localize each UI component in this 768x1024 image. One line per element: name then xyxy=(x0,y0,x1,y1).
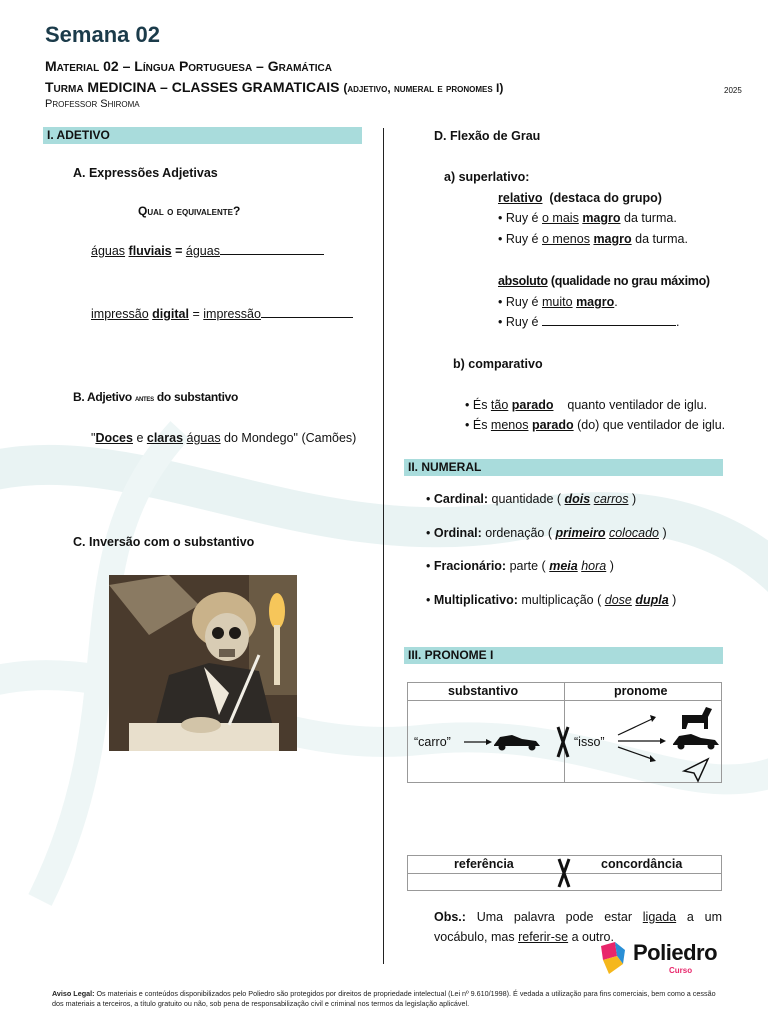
abs1-pre: Ruy é xyxy=(505,295,542,309)
obs-text2: a um vocábulo, mas xyxy=(434,910,722,944)
relativo-heading xyxy=(498,191,662,205)
turma-title xyxy=(45,79,503,95)
example-digital xyxy=(91,307,353,321)
multiplicativo-label: Multiplicativo: xyxy=(433,593,518,607)
section-pronome: III. PRONOME I xyxy=(404,647,723,664)
skeleton-illustration xyxy=(109,575,297,751)
absoluto-label: absoluto xyxy=(498,274,548,288)
comparativo-example-2 xyxy=(465,418,725,432)
rel2-u: o menos xyxy=(542,232,590,246)
superlativo-title: a) superlativo: xyxy=(444,170,530,184)
abs1-b: magro xyxy=(576,295,615,309)
dog-icon xyxy=(682,707,712,729)
d-title: D. Flexão de Grau xyxy=(434,129,541,143)
legal-notice xyxy=(52,989,722,1009)
col-concordancia: concordância xyxy=(601,857,683,871)
cardinal-label: Cardinal: xyxy=(433,492,489,506)
quote-e: e xyxy=(132,431,147,445)
fracionario-desc: parte ( xyxy=(509,559,546,573)
comp2-b: parado xyxy=(531,418,574,432)
quote-doces: Doces xyxy=(95,431,133,445)
quote-claras: claras xyxy=(146,431,184,445)
quote-open: " xyxy=(91,431,96,445)
rel2-pre: Ruy é xyxy=(505,232,542,246)
abs2-post: . xyxy=(676,315,680,329)
obs-label: Obs.: xyxy=(434,910,466,924)
question: Qual o equivalente? xyxy=(138,204,241,218)
numeral-multiplicativo xyxy=(426,593,676,607)
quote-rest: do Mondego" (Camões) xyxy=(220,431,357,445)
obs-referir: referir-se xyxy=(518,930,569,944)
multiplicativo-close: ) xyxy=(672,593,677,607)
column-divider xyxy=(383,128,384,964)
x-mark-1 xyxy=(558,727,568,757)
abs1-post: . xyxy=(614,295,618,309)
ex1-a: águas xyxy=(91,244,126,258)
multiplicativo-desc: multiplicação ( xyxy=(521,593,602,607)
word-isso: “isso” xyxy=(574,735,605,749)
year: 2025 xyxy=(724,86,742,95)
ordinal-desc: ordenação ( xyxy=(485,526,552,540)
multiplicativo-bold: dupla xyxy=(635,593,669,607)
legal-text: Os materiais e conteúdos disponibilizados pelo Poliedro são protegidos por direitos de propriedade intelectual (Lei nº 9.610/1998). É vedada a utilização para fins comerciais, bem como a cessão dos materiais a terceiros, a título gratuito ou não, sob pena de responsabilização civil e criminal nos termos da legislação aplicável. xyxy=(52,989,716,1008)
skeleton-writer-image xyxy=(109,575,297,751)
comparativo-example-1 xyxy=(465,398,707,412)
abs1-u: muito xyxy=(542,295,573,309)
ex1-eq: = xyxy=(175,244,183,258)
col-pronome: pronome xyxy=(614,684,668,698)
turma-main: Turma MEDICINA – CLASSES GRAMATICAIS xyxy=(45,79,340,95)
rel1-post: da turma. xyxy=(620,211,677,225)
comp2-pre: És xyxy=(472,418,491,432)
ex2-eq: = xyxy=(192,307,200,321)
camoes-quote xyxy=(91,431,356,445)
absoluto-example-1 xyxy=(498,295,618,309)
col-referencia: referência xyxy=(454,857,514,871)
reference-table xyxy=(407,855,722,891)
fracionario-italic: hora xyxy=(581,559,607,573)
poliedro-logo-sub: Curso xyxy=(669,966,693,975)
comp1-b: parado xyxy=(511,398,554,412)
blank-1 xyxy=(220,254,324,255)
quote-aguas: águas xyxy=(186,431,221,445)
rel2-post: da turma. xyxy=(631,232,688,246)
week-title: Semana 02 xyxy=(45,22,160,47)
word-carro: “carro” xyxy=(414,735,451,749)
col-substantivo: substantivo xyxy=(448,684,519,698)
comparativo-title: b) comparativo xyxy=(453,357,543,371)
rel1-u: o mais xyxy=(542,211,579,225)
absoluto-heading xyxy=(498,274,710,288)
numeral-fracionario xyxy=(426,559,614,573)
ordinal-close: ) xyxy=(662,526,667,540)
poliedro-logo-name: Poliedro xyxy=(633,940,718,965)
blank-2 xyxy=(261,317,353,318)
section-numeral: II. NUMERAL xyxy=(404,459,723,476)
turma-sub: (adjetivo, numeral e pronomes I) xyxy=(343,81,504,95)
obs-text3: a outro. xyxy=(568,930,614,944)
comp1-u: tão xyxy=(490,398,509,412)
cardinal-bold: dois xyxy=(564,492,591,506)
abs2-pre: Ruy é xyxy=(505,315,542,329)
example-fluviais xyxy=(91,244,324,258)
absoluto-desc: (qualidade no grau máximo) xyxy=(550,274,710,288)
ordinal-italic: colocado xyxy=(608,526,660,540)
cardinal-italic: carros xyxy=(593,492,629,506)
ex1-b: fluviais xyxy=(128,244,172,258)
c-title: C. Inversão com o substantivo xyxy=(73,535,255,549)
cardinal-desc: quantidade ( xyxy=(491,492,562,506)
poliedro-logo-icon xyxy=(597,940,627,976)
relativo-example-1 xyxy=(498,211,677,225)
fracionario-close: ) xyxy=(609,559,614,573)
ex2-a: impressão xyxy=(91,307,149,321)
numeral-ordinal xyxy=(426,526,667,540)
relativo-example-2 xyxy=(498,232,688,246)
fracionario-label: Fracionário: xyxy=(433,559,507,573)
b-title-antes: antes xyxy=(134,393,154,403)
obs-text1: Uma palavra pode estar xyxy=(476,910,643,924)
legal-label: Aviso Legal: xyxy=(52,989,95,998)
comp1-post: quanto ventilador de iglu. xyxy=(567,398,708,412)
poliedro-logo xyxy=(597,940,737,980)
b-title-rest: do substantivo xyxy=(156,390,239,404)
absoluto-example-2 xyxy=(498,315,679,329)
pronoun-table xyxy=(407,682,722,783)
a-title: A. Expressões Adjetivas xyxy=(73,166,218,180)
numeral-cardinal xyxy=(426,492,636,506)
blank-3 xyxy=(542,325,676,326)
ex2-b: digital xyxy=(152,307,189,321)
rel1-b: magro xyxy=(582,211,621,225)
ex1-c: águas xyxy=(185,244,220,258)
fracionario-bold: meia xyxy=(549,559,578,573)
x-mark-2 xyxy=(556,856,572,890)
comp1-pre: És xyxy=(472,398,491,412)
comp2-u: menos xyxy=(490,418,529,432)
cardinal-close: ) xyxy=(631,492,637,506)
material-title: Material 02 – Língua Portuguesa – Gramática xyxy=(45,58,332,74)
pronoun-diagram xyxy=(408,701,721,783)
ex2-c: impressão xyxy=(203,307,261,321)
ordinal-label: Ordinal: xyxy=(433,526,482,540)
obs-ligada: ligada xyxy=(642,910,677,924)
relativo-desc: (destaca do grupo) xyxy=(549,191,662,205)
rel2-b: magro xyxy=(593,232,632,246)
multiplicativo-italic: dose xyxy=(604,593,632,607)
comp2-post: (do) que ventilador de iglu. xyxy=(577,418,726,432)
professor: Professor Shiroma xyxy=(45,98,140,110)
b-title-1: B. Adjetivo xyxy=(73,390,132,404)
b-title xyxy=(73,390,238,404)
ordinal-bold: primeiro xyxy=(555,526,606,540)
rel1-pre: Ruy é xyxy=(505,211,542,225)
paper-plane-icon xyxy=(684,759,708,781)
relativo-label: relativo xyxy=(498,191,543,205)
section-adetivo: I. ADETIVO xyxy=(43,127,362,144)
